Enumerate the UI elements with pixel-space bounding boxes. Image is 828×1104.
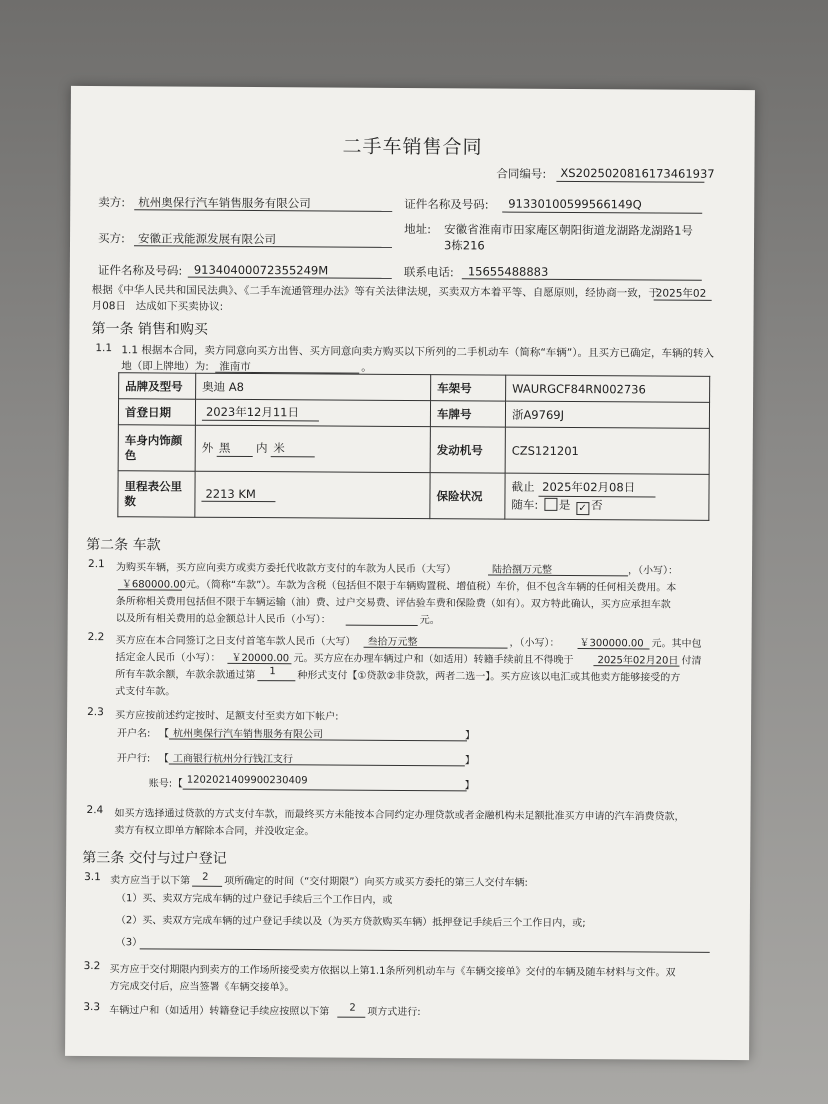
clause-1-1-number: 1.1 — [95, 342, 113, 355]
deposit-amount: ￥20000.00 — [231, 652, 290, 665]
clause-2-2-text-c: 元。其中包 — [651, 638, 702, 650]
insurance-no-label: 否 — [591, 497, 603, 512]
down-payment-words: 叁拾万元整 — [367, 636, 418, 649]
clause-2-4-text-a: 如买方选择通过贷款的方式支付车款，而最终买方未能按本合同约定办理贷款或者金融机构未足额批准买方申请的汽车消费贷款， — [114, 808, 685, 823]
clause-2-2-text-h: 种形式支付【①贷款②非贷款，两者二选一】。买方应该以电汇或其他卖方能够接受的方 — [297, 670, 681, 684]
clause-2-2-text-e: 元。买方应在办理车辆过户和（如适用）转籍手续前且不得晚于 — [293, 653, 574, 667]
engine-label: 发动机号 — [430, 427, 505, 473]
clause-2-1-number: 2.1 — [88, 558, 105, 571]
destination-city: 淮南市 — [219, 360, 251, 374]
contract-title: 二手车销售合同 — [342, 135, 483, 159]
address-line1: 安徽省淮南市田家庵区朝阳街道龙湖路龙湖路1号 — [444, 222, 693, 238]
account-name-label: 开户名: — [116, 728, 151, 740]
address-line2: 3栋216 — [443, 238, 485, 253]
contract-no: XS2025020816173461937 — [560, 165, 715, 181]
clause-2-2-text-g: 所有车款余额，车款余款通过第 — [115, 669, 256, 682]
total-price-amount: ￥680000.00 — [121, 579, 187, 591]
insurance-with-label: 随车: — [511, 497, 539, 512]
down-payment-amount: ￥300000.00 — [579, 638, 644, 650]
insurance-until-prefix: 截止 — [511, 479, 535, 494]
clause-3-2-number: 3.2 — [83, 960, 101, 973]
plate-label: 车牌号 — [430, 401, 505, 427]
insurance-no-checkbox: ✓ — [576, 502, 589, 515]
mileage-cell — [195, 471, 430, 518]
insurance-yes-checkbox — [544, 497, 557, 510]
vin-value: WAURGCF84RN002736 — [506, 375, 710, 402]
clause-2-2-text-b: ，（小写）： — [509, 637, 560, 649]
clause-3-2-text-a: 买方应于交付期限内到卖方的工作场所接受卖方依据以上第1.1条所列机动车与《车辆交接单》交付的车辆及随车材料与文件。双 — [109, 964, 676, 979]
buyer-name: 安徽正戎能源发展有限公司 — [137, 231, 277, 247]
color-label: 车身内饰颜色 — [118, 425, 195, 471]
clause-2-3-text: 买方应按前述约定按时、足额支付至卖方如下帐户: — [115, 710, 339, 723]
clause-3-1-item-1: （1）买、卖双方完成车辆的过户登记手续后三个工作日内，或 — [115, 893, 393, 906]
clause-2-4-text-b: 卖方有权立即单方解除本合同，并没收定金。 — [114, 825, 315, 838]
account-name-bracket-left: 【 — [158, 728, 170, 740]
clause-3-1-text-b: 项所确定的时间（“交付期限”）向买方或买方委托的第三人交付车辆: — [224, 875, 528, 889]
buyer-id: 91340400072355249M — [193, 262, 329, 278]
article-1-title: 第一条 销售和购买 — [91, 321, 208, 338]
clause-3-1-item-2: （2）买、卖双方完成车辆的过户登记手续以及（为买方贷款购买车辆）抵押登记手续后三个工作日内，或; — [115, 915, 586, 930]
mileage-label: 里程表公里数 — [118, 471, 195, 517]
color-cell — [195, 425, 430, 472]
intro-line1: 根据《中华人民共和国民法典》、《二手车流通管理办法》等有关法律法规，买卖双方本着平等、自愿原则，经协商一致，于 — [91, 284, 659, 300]
account-name: 杭州奥保行汽车销售服务有限公司 — [172, 728, 324, 741]
intro-line2: 达成如下买卖协议: — [135, 300, 224, 313]
exterior-color: 黑 — [217, 440, 253, 457]
seller-id-label: 证件名称及号码: — [404, 196, 489, 212]
phone: 15655488883 — [467, 264, 549, 279]
interior-color: 米 — [271, 440, 315, 457]
insurance-until: 2025年02月08日 — [538, 478, 655, 497]
payment-option: 1 — [269, 666, 276, 678]
insurance-cell — [505, 473, 709, 520]
phone-label: 联系电话: — [403, 264, 454, 280]
seller-label: 卖方: — [98, 195, 126, 210]
account-number: 1202021409900230409 — [186, 774, 308, 787]
bank-bracket-left: 【 — [158, 753, 169, 765]
balance-due-date: 2025年02月20日 — [597, 655, 679, 667]
insurance-label: 保险状况 — [430, 473, 505, 519]
clause-3-2-text-b: 方完成交付后，应当签署《车辆交接单》。 — [109, 981, 295, 994]
engine-value: CZS121201 — [505, 427, 709, 474]
clause-2-1-text-d: 条所称相关费用包括但不限于车辆运输（油）费、过户交易费、评估验车费和保险费（如有）。双方特此确认，买方应承担车款 — [115, 596, 671, 611]
clause-2-2-text-a: 买方应在本合同签订之日支付首笔车款人民币（大写） — [115, 635, 356, 648]
clause-2-4-number: 2.4 — [86, 804, 104, 817]
brand-value: 奥迪 A8 — [196, 373, 431, 400]
intro-date-1: 2025年02 — [655, 287, 707, 300]
clause-2-3-number: 2.3 — [87, 706, 104, 719]
clause-3-3-text-b: 项方式进行: — [367, 1006, 421, 1019]
account-name-bracket-right: 】 — [464, 730, 476, 742]
delivery-option: 2 — [202, 871, 209, 883]
clause-1-1-text2: 地（即上牌地）为: — [121, 360, 209, 373]
seller-id: 91330100599566149Q — [508, 196, 642, 212]
bank-bracket-right: 】 — [464, 755, 475, 767]
clause-2-2-text-f: 付清 — [681, 655, 702, 667]
clause-3-1-number: 3.1 — [84, 871, 101, 884]
buyer-label: 买方: — [97, 231, 125, 246]
reg-date-value: 2023年12月11日 — [202, 404, 319, 422]
address-label: 地址: — [404, 221, 432, 237]
clause-2-1-text-c: 元。（简称“车款”）。车款为含税（包括但不限于车辆购置税、增值税）车价，但不包含车辆的任何相关费用。本 — [185, 579, 677, 594]
buyer-id-label: 证件名称及号码: — [97, 263, 183, 278]
bank-name: 工商银行杭州分行钱江支行 — [172, 753, 293, 766]
account-no-bracket-right: 】 — [464, 780, 475, 792]
plate-value: 浙A9769J — [505, 401, 709, 428]
contract-no-label: 合同编号: — [496, 166, 547, 181]
total-price-words: 陆拾捌万元整 — [491, 564, 553, 576]
clause-2-2-text-d: 括定金人民币（小写）： — [115, 652, 221, 664]
clause-2-2-number: 2.2 — [87, 631, 105, 644]
vin-label: 车架号 — [431, 375, 506, 401]
clause-3-3-text-a: 车辆过户和（如适用）转籍登记手续应按照以下第 — [109, 1005, 330, 1018]
clause-3-3-number: 3.3 — [83, 1001, 101, 1014]
clause-2-2-text-i: 式支付车款。 — [115, 686, 176, 698]
account-no-bracket-left: 【 — [172, 778, 183, 790]
vehicle-info-table — [117, 372, 710, 521]
clause-1-1-period: 。 — [361, 361, 372, 374]
color-out-prefix: 外 — [201, 440, 214, 455]
clause-2-1-text-b: ，（小写）： — [627, 565, 679, 577]
reg-date-cell — [195, 399, 430, 426]
clause-3-1-item-3: （3） — [115, 937, 143, 949]
clause-2-1-text-f: 元。 — [419, 615, 440, 627]
contract-page — [65, 86, 755, 1060]
clause-3-1-text-a: 卖方应当于以下第 — [110, 875, 191, 887]
clause-2-1-text-a: 为购买车辆，买方应向卖方或卖方委托代收款方支付的车款为人民币（大写） — [115, 562, 457, 576]
brand-label: 品牌及型号 — [119, 373, 196, 399]
seller-name: 杭州奥保行汽车销售服务有限公司 — [138, 195, 311, 211]
intro-date-2: 月08日 — [91, 300, 127, 313]
insurance-yes-label: 是 — [558, 497, 571, 512]
article-2-title: 第二条 车款 — [86, 537, 161, 554]
article-3-title: 第三条 交付与过户登记 — [82, 850, 227, 867]
color-in-prefix: 内 — [256, 441, 268, 456]
reg-date-label: 首登日期 — [118, 399, 195, 425]
clause-2-1-text-e: 以及所有相关费用的总金额总计人民币（小写）： — [115, 613, 331, 626]
transfer-option: 2 — [349, 1002, 356, 1014]
account-no-label: 账号: — [148, 778, 173, 790]
clause-1-1-text: 1.1 根据本合同，卖方同意向买方出售、买方同意向卖方购买以下所列的二手机动车（简称“车辆”）。且买方已确定，车辆的转入 — [121, 344, 715, 360]
bank-label: 开户行: — [116, 753, 151, 765]
mileage-value: 2213 KM — [201, 487, 275, 502]
